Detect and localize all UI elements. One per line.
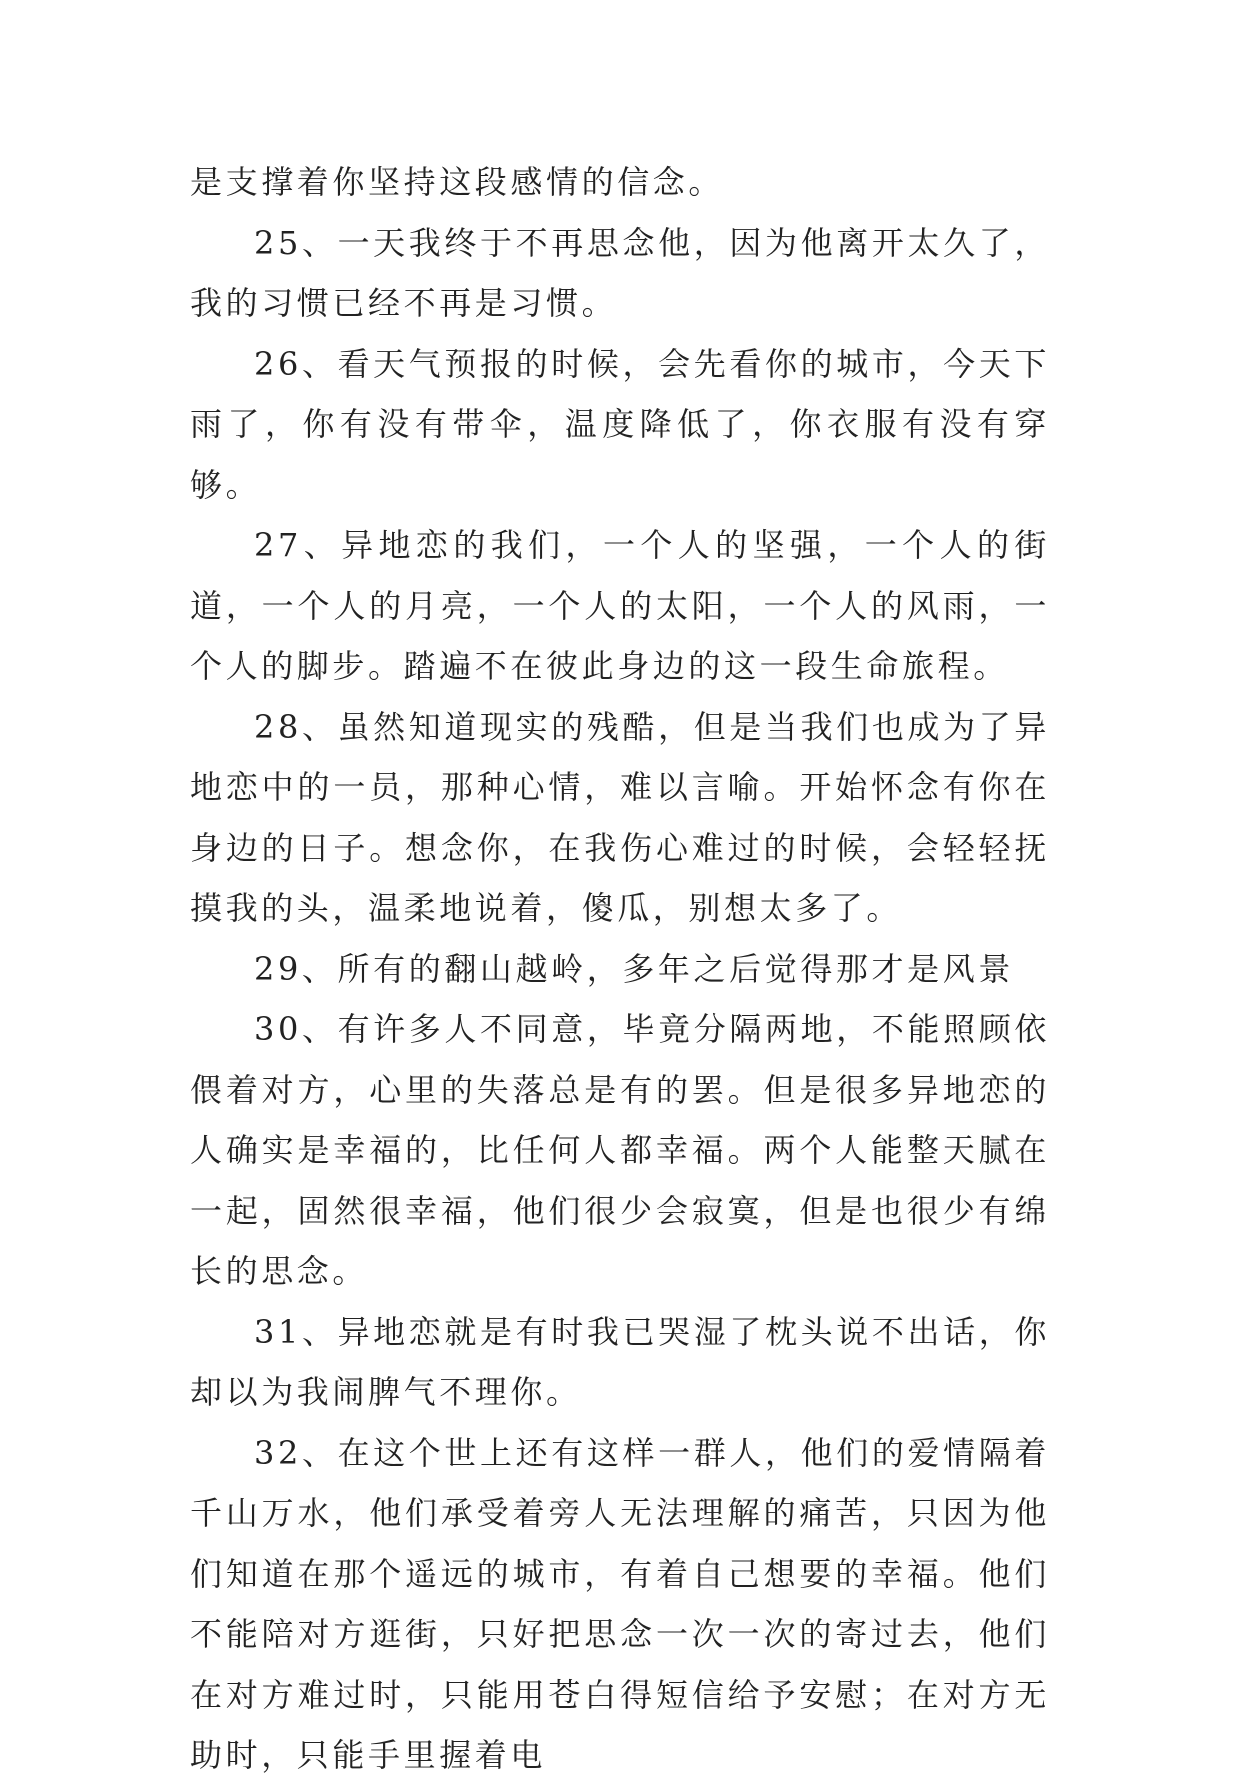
paragraph-28: 28、虽然知道现实的残酷，但是当我们也成为了异地恋中的一员，那种心情，难以言喻。开始怀念有你在身边的日子。想念你，在我伤心难过的时候，会轻轻抚摸我的头，温柔地说着，傻瓜，别想太多了。 (190, 707, 1050, 927)
paragraph-continued: 是支撑着你坚持这段感情的信念。 (190, 163, 725, 201)
paragraph-25: 25、一天我终于不再思念他，因为他离开太久了，我的习惯已经不再是习惯。 (190, 223, 1050, 322)
paragraph-32: 32、在这个世上还有这样一群人，他们的爱情隔着千山万水，他们承受着旁人无法理解的痛苦，只因为他们知道在那个遥远的城市，有着自己想要的幸福。他们不能陪对方逛街，只好把思念一次一次的寄过去，他们在对方难过时，只能用苍白得短信给予安慰；在对方无助时，只能手里握着电 (190, 1433, 1050, 1774)
body-text (190, 152, 1050, 1786)
paragraph-30: 30、有许多人不同意，毕竟分隔两地，不能照顾依偎着对方，心里的失落总是有的罢。但是很多异地恋的人确实是幸福的，比任何人都幸福。两个人能整天腻在一起，固然很幸福，他们很少会寂寞，但是也很少有绵长的思念。 (190, 1010, 1050, 1290)
paragraph-26: 26、看天气预报的时候，会先看你的城市，今天下雨了，你有没有带伞，温度降低了，你衣服有没有穿够。 (190, 344, 1050, 504)
paragraph-29: 29、所有的翻山越岭，多年之后觉得那才是风景 (254, 949, 1014, 988)
paragraph-31: 31、异地恋就是有时我已哭湿了枕头说不出话，你却以为我闹脾气不理你。 (190, 1312, 1050, 1411)
paragraph-27: 27、异地恋的我们，一个人的坚强，一个人的街道，一个人的月亮，一个人的太阳，一个人的风雨，一个人的脚步。踏遍不在彼此身边的这一段生命旅程。 (190, 526, 1050, 685)
